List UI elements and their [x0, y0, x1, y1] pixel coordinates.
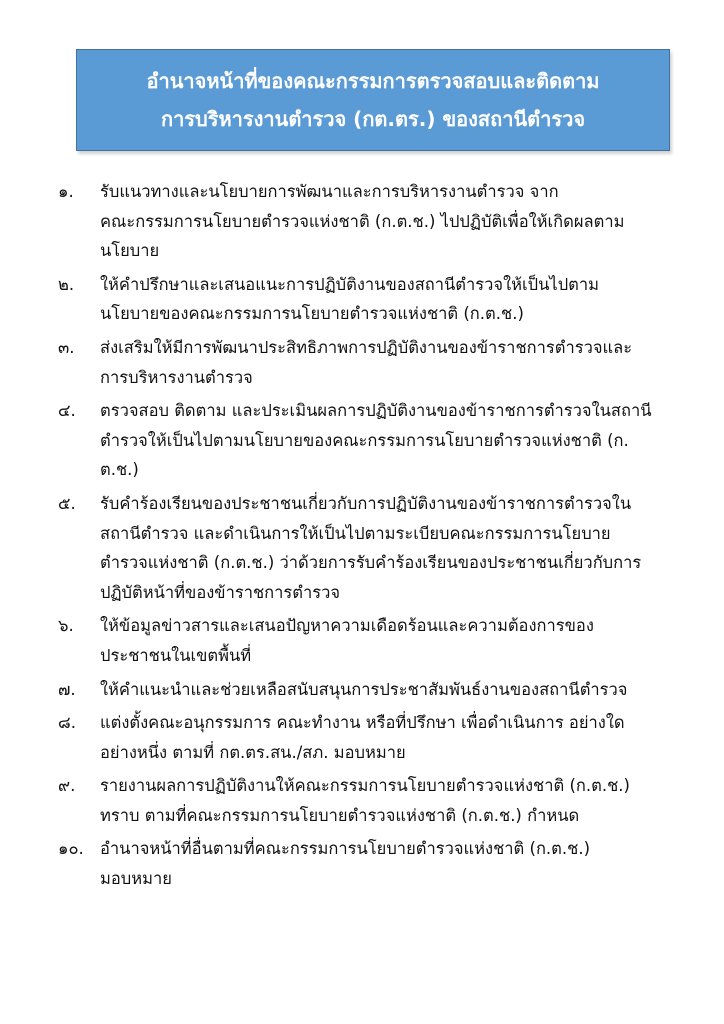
- item-text: [100, 771, 698, 830]
- item-text-line: นโยบาย: [100, 241, 160, 261]
- item-text-line: คณะกรรมการนโยบายตำรวจแห่งชาติ (ก.ต.ช.) ไปปฏิบัติเพื่อให้เกิดผลตาม: [100, 211, 625, 231]
- item-text-line: อำนาจหน้าที่อื่นตามที่คณะกรรมการนโยบายตำรวจแห่งชาติ (ก.ต.ช.): [100, 839, 591, 859]
- item-text: [100, 396, 698, 485]
- item-number: ๘.: [58, 713, 76, 733]
- item-text: [100, 675, 698, 705]
- item-number: ๙.: [58, 776, 76, 796]
- list-item: [58, 675, 698, 705]
- item-number: ๗.: [58, 679, 76, 699]
- list-item: [58, 396, 698, 485]
- list-item: [58, 270, 698, 329]
- item-text-line: ต.ช.): [100, 460, 139, 480]
- item-text-line: ส่งเสริมให้มีการพัฒนาประสิทธิภาพการปฏิบัติงานของข้าราชการตำรวจและ: [100, 337, 633, 357]
- duty-list: [58, 177, 698, 898]
- item-text: [100, 834, 698, 893]
- item-text-line: ทราบ ตามที่คณะกรรมการนโยบายตำรวจแห่งชาติ (ก.ต.ช.) กำหนด: [100, 805, 580, 825]
- title-line-1: อำนาจหน้าที่ของคณะกรรมการตรวจสอบและติดตาม: [146, 69, 600, 93]
- item-text: [100, 611, 698, 670]
- item-text-line: ตำรวจแห่งชาติ (ก.ต.ช.) ว่าด้วยการรับคำร้องเรียนของประชาชนเกี่ยวกับการ: [100, 553, 642, 573]
- item-text: [100, 333, 698, 392]
- item-number: ๑๐.: [58, 839, 84, 859]
- item-text-line: ตรวจสอบ ติดตาม และประเมินผลการปฏิบัติงานของข้าราชการตำรวจในสถานี: [100, 401, 652, 421]
- list-item: [58, 771, 698, 830]
- item-number: ๔.: [58, 401, 76, 421]
- item-text-line: ปฏิบัติหน้าที่ของข้าราชการตำรวจ: [100, 582, 341, 602]
- item-text-line: รายงานผลการปฏิบัติงานให้คณะกรรมการนโยบายตำรวจแห่งชาติ (ก.ต.ช.): [100, 776, 630, 796]
- list-item: [58, 333, 698, 392]
- item-text-line: การบริหารงานตำรวจ: [100, 367, 253, 387]
- item-text: [100, 708, 698, 767]
- item-number: ๒.: [58, 274, 75, 294]
- item-text: [100, 489, 698, 607]
- item-text-line: ให้ข้อมูลข่าวสารและเสนอปัญหาความเดือดร้อนและความต้องการของ: [100, 616, 594, 636]
- item-number: ๖.: [58, 616, 74, 636]
- list-item: [58, 489, 698, 607]
- item-text-line: แต่งตั้งคณะอนุกรรมการ คณะทำงาน หรือที่ปรึกษา เพื่อดำเนินการ อย่างใด: [100, 713, 625, 733]
- list-item: [58, 708, 698, 767]
- item-text: [100, 270, 698, 329]
- item-text-line: อย่างหนึ่ง ตามที่ กต.ตร.สน./สภ. มอบหมาย: [100, 742, 406, 762]
- item-number: ๓.: [58, 337, 75, 357]
- item-text-line: รับคำร้องเรียนของประชาชนเกี่ยวกับการปฏิบัติงานของข้าราชการตำรวจใน: [100, 493, 632, 513]
- list-item: [58, 177, 698, 266]
- item-text-line: มอบหมาย: [100, 869, 172, 889]
- item-text-line: รับแนวทางและนโยบายการพัฒนาและการบริหารงานตำรวจ จาก: [100, 182, 559, 201]
- item-number: ๕.: [58, 493, 76, 513]
- item-text: [100, 177, 698, 266]
- list-item: [58, 611, 698, 670]
- item-text-line: ประชาชนในเขตพื้นที่: [100, 645, 252, 665]
- title-line-2: การบริหารงานตำรวจ (กต.ตร.) ของสถานีตำรวจ: [160, 107, 586, 131]
- item-text-line: สถานีตำรวจ และดำเนินการให้เป็นไปตามระเบียบคณะกรรมการนโยบาย: [100, 523, 611, 543]
- list-item: [58, 834, 698, 893]
- item-number: ๑.: [58, 182, 74, 201]
- title-banner: [76, 49, 670, 151]
- item-text-line: ให้คำปรึกษาและเสนอแนะการปฏิบัติงานของสถานีตำรวจให้เป็นไปตาม: [100, 274, 600, 294]
- item-text-line: ให้คำแนะนำและช่วยเหลือสนับสนุนการประชาสัมพันธ์งานของสถานีตำรวจ: [100, 679, 628, 699]
- item-text-line: ตำรวจให้เป็นไปตามนโยบายของคณะกรรมการนโยบายตำรวจแห่งชาติ (ก.: [100, 430, 629, 450]
- item-text-line: นโยบายของคณะกรรมการนโยบายตำรวจแห่งชาติ (ก.ต.ช.): [100, 304, 524, 324]
